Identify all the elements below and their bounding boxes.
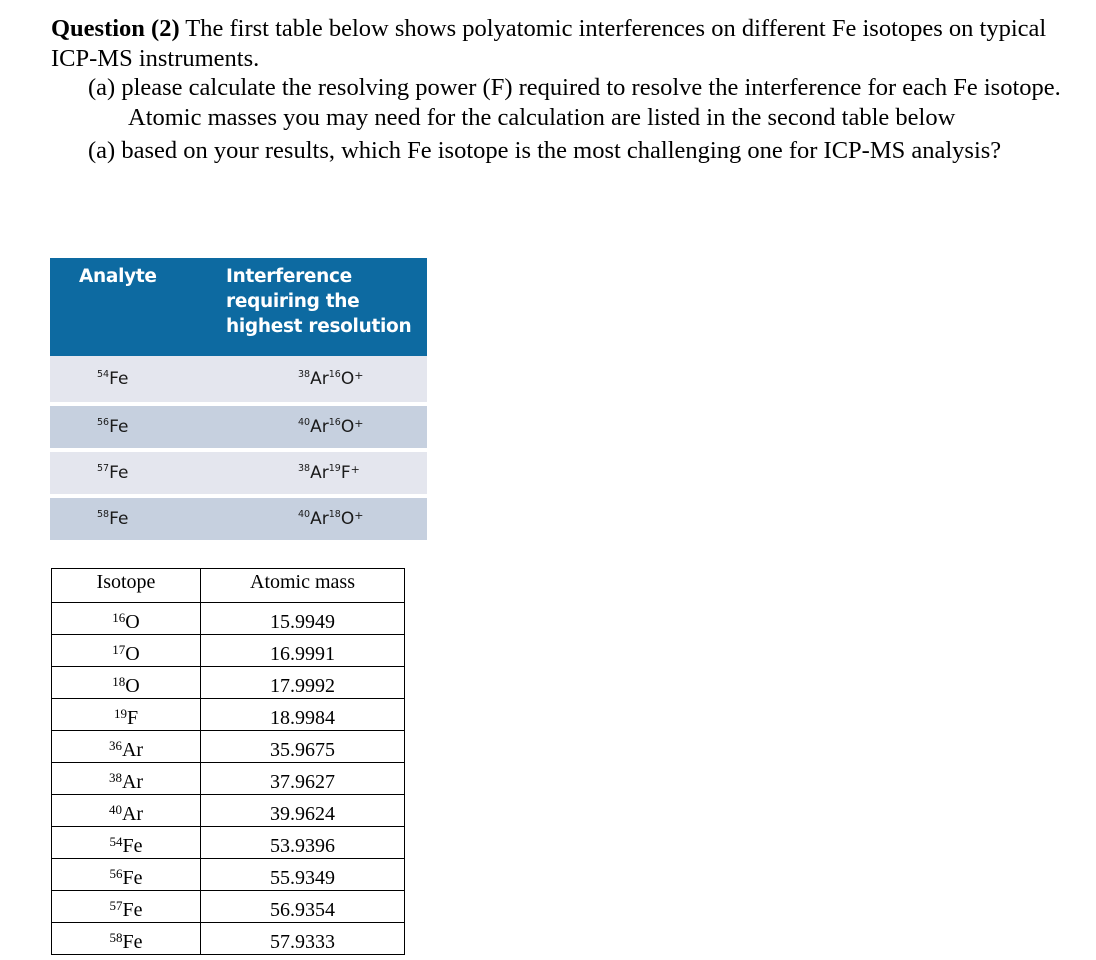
mass-number: 56 xyxy=(109,866,123,881)
element-symbol: O xyxy=(125,675,140,697)
element-symbol: Fe xyxy=(109,509,129,529)
isotope-cell xyxy=(52,763,201,795)
question-intro-text: The first table below shows polyatomic interferences on different Fe isotopes on typical ICP-MS instruments. xyxy=(51,15,1047,72)
question-parts xyxy=(51,73,1081,166)
mass-number: 40 xyxy=(298,509,311,520)
element-symbol: O xyxy=(125,611,140,633)
mass-number: 18 xyxy=(328,509,341,520)
header-analyte: Analyte xyxy=(50,258,214,356)
charge-sign: + xyxy=(354,417,364,430)
interference-table xyxy=(50,258,427,540)
interference-cell xyxy=(214,356,427,404)
mass-number: 19 xyxy=(328,463,341,474)
table-row xyxy=(52,763,405,795)
charge-sign: + xyxy=(350,463,360,476)
question-part-1 xyxy=(51,73,1081,132)
mass-number: 40 xyxy=(298,417,311,428)
atomic-mass-cell: 56.9354 xyxy=(201,891,405,923)
table-row xyxy=(52,603,405,635)
element-symbol: Fe xyxy=(109,463,129,483)
mass-number: 58 xyxy=(97,509,110,520)
mass-number: 16 xyxy=(328,369,341,380)
mass-number: 58 xyxy=(109,930,123,945)
table-row xyxy=(52,635,405,667)
atomic-mass-cell: 15.9949 xyxy=(201,603,405,635)
mass-number: 38 xyxy=(108,770,122,785)
element-symbol: Fe xyxy=(122,899,143,921)
table-row xyxy=(50,356,427,404)
element-symbol: Ar xyxy=(310,463,329,483)
mass-number: 40 xyxy=(108,802,122,817)
table-row xyxy=(52,795,405,827)
atomic-mass-cell: 35.9675 xyxy=(201,731,405,763)
mass-number: 54 xyxy=(97,369,110,380)
atomic-mass-cell: 18.9984 xyxy=(201,699,405,731)
table-row xyxy=(52,827,405,859)
mass-number: 54 xyxy=(109,834,123,849)
element-symbol: O xyxy=(340,369,355,389)
header-atomic-mass: Atomic mass xyxy=(201,569,405,603)
atomic-mass-cell: 17.9992 xyxy=(201,667,405,699)
charge-sign: + xyxy=(354,509,364,522)
element-symbol: O xyxy=(125,643,140,665)
analyte-cell xyxy=(50,496,214,540)
interference-cell xyxy=(214,496,427,540)
mass-number: 38 xyxy=(298,369,311,380)
element-symbol: Ar xyxy=(121,803,144,825)
question-block xyxy=(51,14,1081,166)
element-symbol: Fe xyxy=(109,417,129,437)
charge-sign: + xyxy=(354,369,364,382)
isotope-cell xyxy=(52,699,201,731)
question-part-2 xyxy=(51,136,1081,166)
isotope-cell xyxy=(52,827,201,859)
isotope-cell xyxy=(52,603,201,635)
interference-header-row xyxy=(50,258,427,356)
element-symbol: Fe xyxy=(122,835,143,857)
element-symbol: O xyxy=(340,417,355,437)
part-label: (a) xyxy=(88,74,116,101)
header-interference: Interference requiring the highest resolution xyxy=(214,258,427,356)
analyte-cell xyxy=(50,404,214,450)
analyte-cell xyxy=(50,356,214,404)
mass-number: 38 xyxy=(298,463,311,474)
isotope-cell xyxy=(52,635,201,667)
table-row xyxy=(50,450,427,496)
mass-number: 18 xyxy=(112,674,126,689)
table-row xyxy=(52,731,405,763)
atomic-mass-cell: 39.9624 xyxy=(201,795,405,827)
element-symbol: Fe xyxy=(109,369,129,389)
atomic-mass-cell: 57.9333 xyxy=(201,923,405,955)
mass-number: 16 xyxy=(328,417,341,428)
isotope-cell xyxy=(52,859,201,891)
question-intro xyxy=(51,14,1081,73)
table-row xyxy=(52,923,405,955)
element-symbol: O xyxy=(340,509,355,529)
mass-number: 19 xyxy=(113,706,127,721)
element-symbol: Ar xyxy=(310,509,329,529)
interference-cell xyxy=(214,404,427,450)
interference-cell xyxy=(214,450,427,496)
mass-number: 57 xyxy=(97,463,110,474)
element-symbol: Ar xyxy=(310,417,329,437)
atomic-mass-cell: 55.9349 xyxy=(201,859,405,891)
isotope-cell xyxy=(52,923,201,955)
table-row xyxy=(52,699,405,731)
element-symbol: F xyxy=(126,707,139,729)
element-symbol: F xyxy=(340,463,351,483)
part-text: please calculate the resolving power (F) required to resolve the interference for each Fe isotope. Atomic masses you may need for the calculation are listed in the second table below xyxy=(121,74,1061,131)
table-row xyxy=(50,404,427,450)
element-symbol: Ar xyxy=(121,739,144,761)
table-row xyxy=(52,891,405,923)
element-symbol: Ar xyxy=(310,369,329,389)
atomic-mass-cell: 37.9627 xyxy=(201,763,405,795)
isotope-cell xyxy=(52,795,201,827)
mass-number: 56 xyxy=(97,417,110,428)
mass-number: 17 xyxy=(112,642,126,657)
table-row xyxy=(50,496,427,540)
analyte-cell xyxy=(50,450,214,496)
mass-number: 16 xyxy=(112,610,126,625)
mass-number: 36 xyxy=(108,738,122,753)
atomic-mass-cell: 53.9396 xyxy=(201,827,405,859)
isotope-cell xyxy=(52,891,201,923)
element-symbol: Fe xyxy=(122,931,143,953)
element-symbol: Ar xyxy=(121,771,144,793)
isotope-cell xyxy=(52,667,201,699)
element-symbol: Fe xyxy=(122,867,143,889)
table-row xyxy=(52,859,405,891)
part-label: (a) xyxy=(88,137,116,164)
question-title: Question (2) xyxy=(51,15,180,42)
mass-header-row xyxy=(52,569,405,603)
part-text: based on your results, which Fe isotope is the most challenging one for ICP-MS analysis? xyxy=(121,137,1002,164)
header-isotope: Isotope xyxy=(52,569,201,603)
isotope-cell xyxy=(52,731,201,763)
atomic-mass-cell: 16.9991 xyxy=(201,635,405,667)
atomic-mass-table xyxy=(51,568,405,955)
table-row xyxy=(52,667,405,699)
mass-number: 57 xyxy=(109,898,123,913)
